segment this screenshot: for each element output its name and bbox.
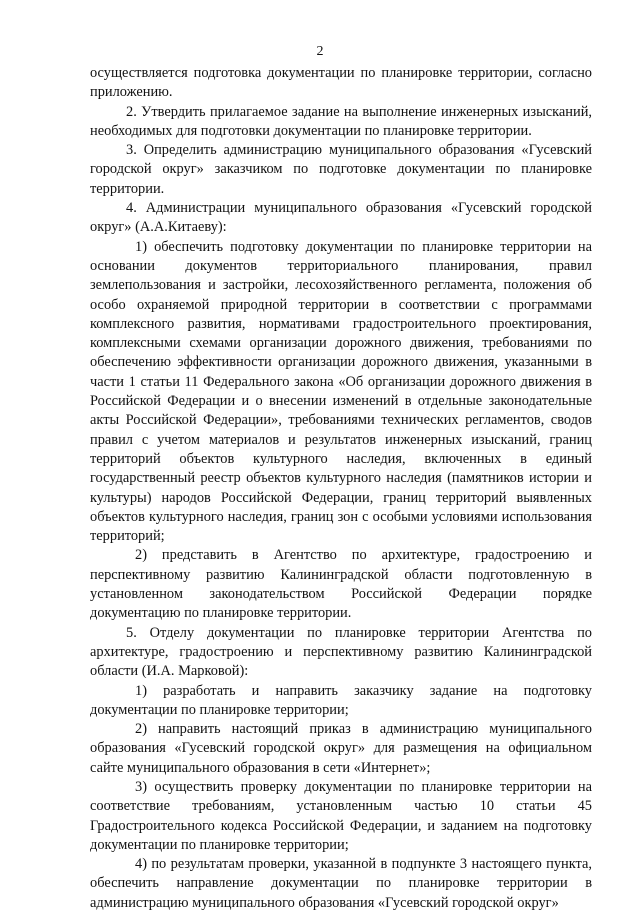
subparagraph-5-2: 2) направить настоящий приказ в администрацию муниципального образования «Гусевский городской округ» для размещения на официальном сайте муниципального образования в сети «Интернет»; bbox=[90, 721, 592, 776]
subparagraph-4-2: 2) представить в Агентство по архитектуре, градостроению и перспективному развитию Калининградской области подготовленную в установленном законодательством Российской Федерации порядке документацию по планировке территории. bbox=[90, 547, 592, 622]
subparagraph-5-1: 1) разработать и направить заказчику задание на подготовку документации по планировке территории; bbox=[90, 682, 592, 718]
subparagraph-4-1: 1) обеспечить подготовку документации по планировке территории на основании документов территориального планирования, правил землепользования и застройки, лесохозяйственного регламента, положения об особо охраняемой природной территории в соответствии с программами комплексного развития, нормативами градостроительного проектирования, комплексными схемами организации дорожного движения, требованиями по обеспечению эффективности организации дорожного движения, указанными в части 1 статьи 11 Федерального закона «Об организации дорожного движения в Российской Федерации и о внесении изменений в отдельные законодательные акты Российской Федерации», требованиями технических регламентов, сводов правил с учетом материалов и результатов инженерных изысканий, границ территорий объектов культурного наследия, включенных в единый государственный реестр объектов культурного наследия (памятников истории и культуры) народов Российской Федерации, границ территорий выявленных объектов культурного наследия, границ зон с особыми условиями использования территорий; bbox=[90, 238, 592, 545]
subparagraph-5-4: 4) по результатам проверки, указанной в подпункте 3 настоящего пункта, обеспечить направление документации по планировке территории в администрацию муниципального образования «Гусевский городской округ» bbox=[90, 856, 592, 911]
document-body bbox=[90, 64, 592, 913]
paragraph-4: 4. Администрации муниципального образования «Гусевский городской округ» (А.А.Китаеву): bbox=[90, 200, 592, 236]
paragraph-5: 5. Отделу документации по планировке территории Агентства по архитектуре, градостроению и перспективному развитию Калининградской области (И.А. Марковой): bbox=[90, 624, 592, 680]
subparagraph-5-3: 3) осуществить проверку документации по планировке территории на соответствие требованиям, установленным частью 10 статьи 45 Градостроительного кодекса Российской Федерации, и заданием на подготовку документации по планировке территории; bbox=[90, 778, 592, 853]
page-number: 2 bbox=[316, 44, 324, 59]
paragraph-continuation: осуществляется подготовка документации по планировке территории, согласно приложению. bbox=[90, 65, 592, 101]
paragraph-3: 3. Определить администрацию муниципального образования «Гусевский городской округ» заказчиком по подготовке документации по планировке территории. bbox=[90, 142, 592, 197]
paragraph-2: 2. Утвердить прилагаемое задание на выполнение инженерных изысканий, необходимых для подготовки документации по планировке территории. bbox=[90, 103, 592, 139]
